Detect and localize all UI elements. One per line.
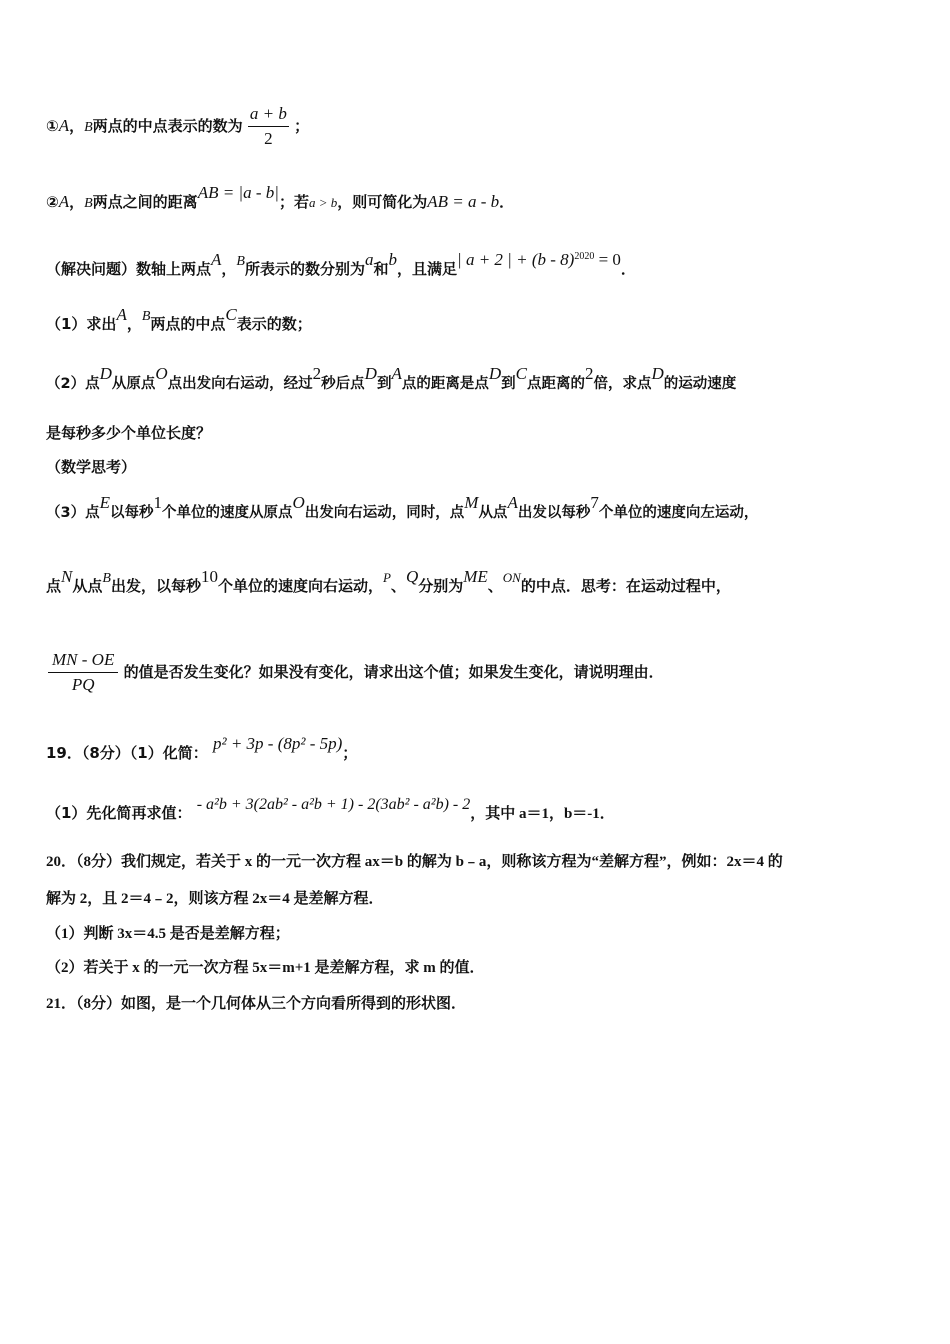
q20-line3: （1）判断 3x＝4.5 是否是差解方程； xyxy=(46,926,290,942)
q18-item2: ②A，B两点之间的距离AB = |a - b|；若a > b，则可简化为AB = a - b． xyxy=(46,183,515,211)
q20-line2: 解为 2，且 2＝4﹣2，则该方程 2x＝4 是差解方程． xyxy=(46,891,384,907)
ratio-fraction: $\frac{MN - OE}{PQ}$ xyxy=(48,650,118,695)
q20-line1: 20．（8分）我们规定，若关于 x 的一元一次方程 ax＝b 的解为 b﹣a，则称该方程为“差解方程”，例如：2x＝4 的 xyxy=(46,854,783,870)
distance-formula: AB = |a - b| xyxy=(197,183,279,202)
condition-equation: | a + 2 | + (b - 8) xyxy=(457,250,575,269)
evaluate-expression: - a²b + 3(2ab² - a²b + 1) - 2(3ab² - a²b) - 2 xyxy=(196,796,471,813)
q21-line1: 21．（8分）如图，是一个几何体从三个方向看所得到的形状图． xyxy=(46,996,467,1012)
q18-item1: ①A，B两点的中点表示的数为 $\frac{a + b}{2}$ ； xyxy=(46,104,310,148)
q18-solve: （解决问题）数轴上两点A，B所表示的数分别为a和b，且满足| a + 2 | + (b - 8)$^{2020}$ = 0． xyxy=(46,250,636,278)
q18-part2: （2）点D从原点O点出发向右运动，经过2秒后点D到A点的距离是点D到C点距离的2倍，求点D的运动速度 xyxy=(46,364,737,392)
q19-line1: 19．（8分）（1）化简： p² + 3p - (8p² - 5p)； xyxy=(46,734,358,762)
section-math-thinking: （数学思考） xyxy=(46,458,137,476)
q18-part3-line2: 点N从点B出发，以每秒10个单位的速度向右运动，P、Q分别为ME、ON的中点．思考：在运动过程中， xyxy=(46,567,731,595)
q19-line2: （1）先化简再求值： - a²b + 3(2ab² - a²b + 1) - 2(3ab² - a²b) - 2，其中 a＝1，b＝-1． xyxy=(46,796,615,822)
q18-part2-cont: 是每秒多少个单位长度？ xyxy=(46,424,212,442)
q20-line4: （2）若关于 x 的一元一次方程 5x＝m+1 是差解方程，求 m 的值． xyxy=(46,960,485,976)
midpoint-fraction: $\frac{a + b}{2}$ xyxy=(249,104,287,148)
simplify-expression: p² + 3p - (8p² - 5p) xyxy=(212,734,343,753)
q18-part3-line1: （3）点E以每秒1个单位的速度从原点O出发向右运动，同时，点M从点A出发以每秒7个单位的速度向左运动， xyxy=(46,493,759,521)
q18-part3-line3: $\frac{MN - OE}{PQ}$ 的值是否发生变化？如果没有变化，请求出这个值；如果发生变化，请说明理由． xyxy=(48,650,910,695)
q18-part1: （1）求出A，B两点的中点C表示的数； xyxy=(46,305,312,333)
item-marker: ① xyxy=(46,117,59,135)
